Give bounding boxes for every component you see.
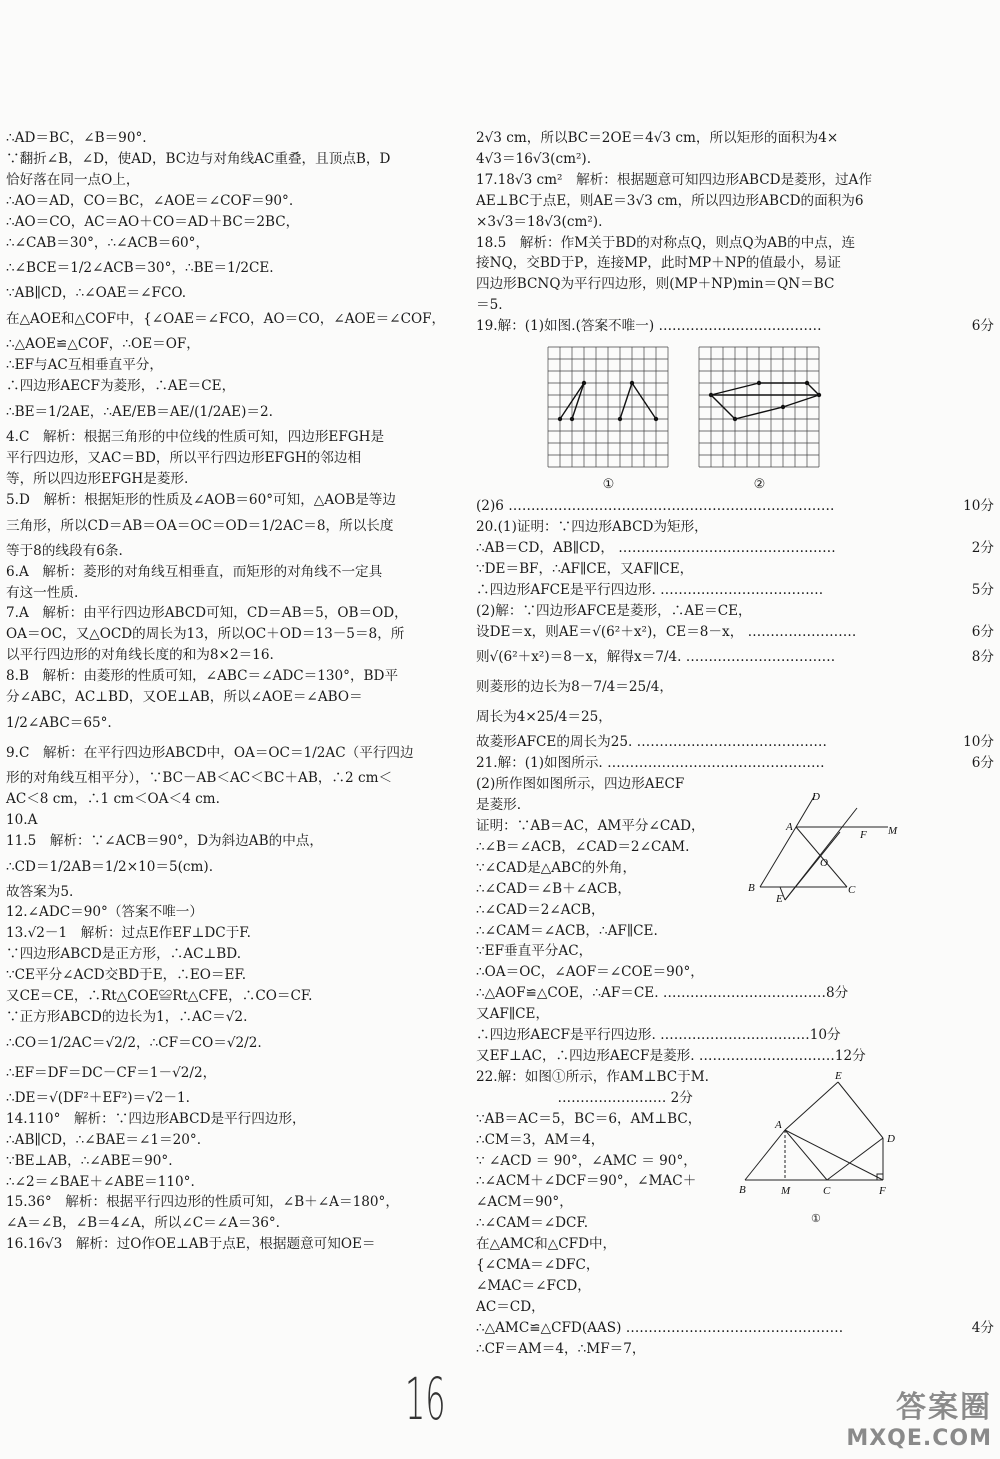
answer-line: ∵四边形ABCD是正方形，∴AC⊥BD. bbox=[6, 946, 242, 963]
answer-line: ∠MAC＝∠FCD， bbox=[476, 1277, 591, 1294]
answer-line: ∴四边形AECF为菱形，∴AE＝CE， bbox=[6, 378, 236, 395]
answer-line: 7.A 解析：由平行四边形ABCD可知，CD＝AB＝5，OB＝OD， bbox=[6, 605, 408, 622]
answer-line: ∴∠B＝∠ACB，∠CAD＝2∠CAM. bbox=[476, 838, 690, 855]
answer-line: ∴AO＝CO，AC＝AO＋CO＝AD＋BC＝2BC， bbox=[6, 213, 300, 230]
answer-line: 在△AOE和△COF中，{∠OAE＝∠FCO，AO＝CO，∠AOE＝∠COF， bbox=[6, 311, 446, 328]
answer-line: 则菱形的边长为8－7/4＝25/4， bbox=[476, 679, 673, 696]
answer-line: 2√3 cm，所以BC＝2OE＝4√3 cm，所以矩形的面积为4× bbox=[476, 130, 839, 146]
figure-q22 bbox=[735, 1070, 905, 1225]
answer-line: ∴AO＝AD，CO＝BC，∠AOE＝∠COF＝90°. bbox=[6, 192, 294, 209]
answers-21-proof bbox=[476, 774, 866, 1067]
answer-line: ∴∠CAM＝∠ACB，∴AF∥CE. bbox=[476, 922, 658, 939]
answer-line: 又AF∥CE， bbox=[476, 1006, 550, 1023]
answer-line: …………………… 2分 bbox=[476, 1089, 693, 1106]
answer-line: 1/2∠ABC＝65°. bbox=[6, 714, 112, 731]
answer-line: ∴∠CAB＝30°，∴∠ACB＝60°， bbox=[6, 234, 210, 251]
answer-line: 故菱形AFCE的周长为25. …………………………………… 10分 bbox=[476, 734, 994, 751]
answer-line: ∵ ∠ACD ＝ 90°，∠AMC ＝ 90°， bbox=[476, 1152, 697, 1169]
point-label: A bbox=[786, 821, 793, 833]
watermark-logo: 答案圈 bbox=[896, 1390, 992, 1425]
answer-line: 在△AMC和△CFD中， bbox=[476, 1236, 617, 1253]
answer-line: 周长为4×25/4＝25， bbox=[476, 709, 612, 726]
grid-label: ① bbox=[602, 477, 615, 493]
point-label: F bbox=[860, 829, 867, 841]
answer-line: 设DE＝x，则AE＝√(6²＋x²)，CE＝8－x， …………………… 6分 bbox=[476, 623, 994, 640]
answer-line: ∴△AMC≌△CFD(AAS) ………………………………………… 4分 bbox=[476, 1319, 994, 1336]
answer-line: ∠ACM＝90°， bbox=[476, 1194, 573, 1211]
answer-line: 等于8的线段有6条. bbox=[6, 542, 123, 559]
answer-line: 4.C 解析：根据三角形的中位线的性质可知，四边形EFGH是 bbox=[6, 429, 385, 446]
figure-q21 bbox=[740, 790, 900, 905]
answer-line: 12.∠ADC＝90°（答案不唯一） bbox=[6, 904, 203, 921]
grid-label: ② bbox=[753, 477, 766, 493]
answer-line: ∴∠CAM＝∠DCF. bbox=[476, 1215, 589, 1232]
grid-point bbox=[558, 417, 562, 421]
answer-line: ∵AB∥CD，∴∠OAE＝∠FCO. bbox=[6, 285, 187, 302]
answer-line: 20.(1)证明：∵四边形ABCD为矩形， bbox=[476, 518, 708, 535]
answer-line: ∴EF＝DF＝DC－CF＝1－√2/2， bbox=[6, 1064, 217, 1081]
answer-line: ＝5. bbox=[476, 297, 503, 314]
grid-point bbox=[781, 405, 785, 409]
answer-line: 4√3＝16√3(cm²). bbox=[476, 150, 592, 167]
answer-line: ∠A＝∠B，∠B＝4∠A，所以∠C＝∠A＝36°. bbox=[6, 1215, 280, 1232]
answer-line: (2)解：∵四边形AFCE是菱形，∴AE＝CE， bbox=[476, 602, 752, 619]
answer-line: ∴∠2＝∠BAE＋∠ABE＝110°. bbox=[6, 1173, 195, 1190]
point-label: B bbox=[739, 1184, 746, 1196]
answer-line: ∴CO＝1/2AC＝√2/2，∴CF＝CO＝√2/2. bbox=[6, 1034, 262, 1051]
grid-point bbox=[817, 393, 821, 397]
answer-line: (2)所作图如图所示，四边形AECF bbox=[476, 776, 685, 793]
answer-line: ×3√3＝18√3(cm²). bbox=[476, 213, 603, 230]
q19-grids bbox=[546, 345, 994, 492]
answer-line: 分∠ABC，AC⊥BD，又OE⊥AB，所以∠AOE＝∠ABO＝ bbox=[6, 689, 363, 706]
answer-line: ∵∠CAD是△ABC的外角， bbox=[476, 859, 637, 876]
point-label: A bbox=[775, 1119, 782, 1131]
grid-figure-2 bbox=[697, 345, 822, 492]
grid-point bbox=[570, 417, 574, 421]
answer-line: 接NQ，交BD于P，连接MP，此时MP＋NP的值最小，易证 bbox=[476, 255, 841, 272]
answer-line: 又EF⊥AC，∴四边形AECF是菱形. ………………………… 12分 bbox=[476, 1048, 866, 1064]
answer-line: ∵DE＝BF，∴AF∥CE，又AF∥CE， bbox=[476, 560, 694, 577]
grid-point bbox=[757, 381, 761, 385]
answer-line: ∵正方形ABCD的边长为1，∴AC＝√2. bbox=[6, 1009, 248, 1025]
answer-line: 形的对角线互相平分），∵BC－AB＜AC＜BC＋AB，∴2 cm＜ bbox=[6, 769, 393, 786]
answer-line: ∴∠CAD＝∠B＋∠ACB， bbox=[476, 880, 631, 897]
answer-line: ∴BE＝1/2AE，∴AE/EB＝AE/(1/2AE)＝2. bbox=[6, 404, 273, 421]
answer-line: 17.18√3 cm² 解析：根据题意可知四边形ABCD是菱形，过A作 bbox=[476, 171, 872, 188]
answer-line: 等，所以四边形EFGH是菱形. bbox=[6, 470, 189, 487]
answer-line: 16.16√3 解析：过O作OE⊥AB于点E，根据题意可知OE＝ bbox=[6, 1236, 376, 1253]
answer-line: ∴DE＝√(DF²＋EF²)＝√2－1. bbox=[6, 1089, 190, 1106]
answer-line: ∴OA＝OC，∠AOF＝∠COE＝90°， bbox=[476, 964, 704, 981]
grid-figure-1 bbox=[546, 345, 671, 492]
q19-line: 19.解：(1)如图.(答案不唯一) ……………………………… 6分 bbox=[476, 318, 994, 335]
figure-label: ① bbox=[811, 1213, 821, 1225]
answer-line: ∵AB＝AC＝5，BC＝6，AM⊥BC， bbox=[476, 1110, 702, 1127]
answer-line: 平行四边形，又AC＝BD，所以平行四边形EFGH的邻边相 bbox=[6, 449, 362, 466]
point-label: C bbox=[823, 1185, 831, 1197]
point-label: D bbox=[887, 1133, 895, 1145]
answer-line: 6.A 解析：菱形的对角线互相垂直，而矩形的对角线不一定具 bbox=[6, 563, 383, 580]
answer-line: 有这一性质. bbox=[6, 584, 79, 601]
grid-point bbox=[630, 381, 634, 385]
answer-line: 18.5 解析：作M关于BD的对称点Q，则点Q为AB的中点，连 bbox=[476, 234, 856, 251]
grid-point bbox=[709, 393, 713, 397]
grid-point bbox=[733, 417, 737, 421]
answer-line: 8.B 解析：由菱形的性质可知，∠ABC＝∠ADC＝130°，BD平 bbox=[6, 668, 399, 685]
answer-line: ∵翻折∠B，∠D，使AD，BC边与对角线AC重叠，且顶点B，D bbox=[6, 150, 391, 167]
left-column bbox=[6, 128, 446, 1255]
answer-line: AE⊥BC于点E，则AE＝3√3 cm，所以四边形ABCD的面积为6 bbox=[476, 192, 864, 209]
answer-line: 5.D 解析：根据矩形的性质及∠AOB＝60°可知，△AOB是等边 bbox=[6, 491, 396, 508]
handwritten-page-number: 16 bbox=[405, 1365, 446, 1433]
answer-line: 15.36° 解析：根据平行四边形的性质可知，∠B＋∠A＝180°， bbox=[6, 1194, 399, 1211]
answer-line: ∴∠ACM＋∠DCF＝90°，∠MAC＋ bbox=[476, 1173, 697, 1190]
answer-line: 三角形，所以CD＝AB＝OA＝OC＝OD＝1/2AC＝8，所以长度 bbox=[6, 517, 394, 534]
answer-line: ∵BE⊥AB，∴∠ABE＝90°. bbox=[6, 1152, 173, 1169]
answer-line: ∴四边形AECF是平行四边形. …………………………… 10分 bbox=[476, 1027, 841, 1044]
answer-line: 9.C 解析：在平行四边形ABCD中，OA＝OC＝1/2AC（平行四边 bbox=[6, 744, 414, 761]
answer-line: 是菱形. bbox=[476, 797, 522, 814]
answer-line: ∴CF＝AM＝4，∴MF＝7， bbox=[476, 1340, 646, 1357]
answer-line: 13.√2－1 解析：过点E作EF⊥DC于F. bbox=[6, 925, 251, 942]
point-label: B bbox=[748, 882, 755, 894]
answer-line: ∴AB＝CD，AB∥CD， ………………………………………… 2分 bbox=[476, 539, 994, 556]
grid-point bbox=[582, 381, 586, 385]
answer-line: 恰好落在同一点O上， bbox=[6, 171, 140, 188]
answer-line: ∵CE平分∠ACD交BD于E，∴EO＝EF. bbox=[6, 967, 247, 984]
answer-line: 14.110° 解析：∵四边形ABCD是平行四边形， bbox=[6, 1110, 306, 1127]
point-label: M bbox=[781, 1185, 791, 1197]
answer-line: ∴CD＝1/2AB＝1/2×10＝5(cm). bbox=[6, 858, 214, 875]
point-label: M bbox=[888, 825, 898, 837]
answer-line: ∴AB∥CD，∴∠BAE＝∠1＝20°. bbox=[6, 1131, 202, 1148]
watermark-url: MXQE.COM bbox=[846, 1426, 992, 1451]
answer-line: ∴EF与AC互相垂直平分， bbox=[6, 357, 163, 374]
answer-line: 10.A bbox=[6, 811, 38, 828]
answer-line: 证明：∵AB＝AC，AM平分∠CAD， bbox=[476, 818, 705, 835]
answer-line: 故答案为5. bbox=[6, 883, 74, 900]
answer-line: {∠CMA＝∠DFC， bbox=[476, 1257, 600, 1274]
answer-line: 以平行四边形的对角线长度的和为8×2＝16. bbox=[6, 647, 274, 664]
answer-line: ∴△AOE≌△COF，∴OE＝OF， bbox=[6, 336, 200, 353]
grid-point bbox=[805, 381, 809, 385]
grid-point bbox=[654, 417, 658, 421]
point-label: O bbox=[820, 857, 828, 869]
answer-line: 21.解：(1)如图所示. ………………………………………… 6分 bbox=[476, 755, 994, 772]
answer-line: ∵EF垂直平分AC， bbox=[476, 943, 593, 960]
answer-line: 四边形BCNQ为平行四边形，则(MP＋NP)min＝QN＝BC bbox=[476, 276, 835, 293]
answer-line: 则√(6²＋x²)＝8－x，解得x＝7/4. …………………………… 8分 bbox=[476, 649, 994, 666]
point-label: D bbox=[812, 791, 820, 803]
answer-line: 22.解：如图①所示，作AM⊥BC于M. bbox=[476, 1068, 709, 1085]
answer-line: AC＝CD， bbox=[476, 1298, 545, 1315]
point-label: E bbox=[776, 893, 783, 905]
answer-line: OA＝OC，又△OCD的周长为13，所以OC＋OD＝13－5＝8，所 bbox=[6, 626, 405, 643]
point-label: F bbox=[879, 1185, 886, 1197]
answer-line: 又CE＝CE，∴Rt△COE≌Rt△CFE，∴CO＝CF. bbox=[6, 988, 313, 1005]
answer-line: ∴四边形AFCE是平行四边形. ……………………………… 5分 bbox=[476, 581, 994, 598]
answer-line: (2)6 ……………………………………………………………… 10分 bbox=[476, 498, 994, 515]
answer-line: ∴CM＝3，AM＝4， bbox=[476, 1131, 605, 1148]
point-label: C bbox=[848, 884, 856, 896]
answer-line: 11.5 解析：∵∠ACB＝90°，D为斜边AB的中点， bbox=[6, 832, 323, 849]
answers-19-21 bbox=[476, 496, 994, 774]
answer-line: AC＜8 cm，∴1 cm＜OA＜4 cm. bbox=[6, 790, 220, 807]
grid-point bbox=[618, 417, 622, 421]
answer-line: ∴∠CAD＝2∠ACB， bbox=[476, 901, 605, 918]
point-label: E bbox=[835, 1070, 842, 1082]
answer-line: ∴∠BCE＝1/2∠ACB＝30°，∴BE＝1/2CE. bbox=[6, 260, 274, 277]
answers-16-18 bbox=[476, 128, 994, 316]
watermark bbox=[846, 1382, 992, 1451]
answer-line: ∴△AOF≌△COE，∴AF＝CE. ……………………………… 8分 bbox=[476, 985, 849, 1002]
answer-line: ∴AD＝BC，∠B＝90°. bbox=[6, 130, 147, 146]
